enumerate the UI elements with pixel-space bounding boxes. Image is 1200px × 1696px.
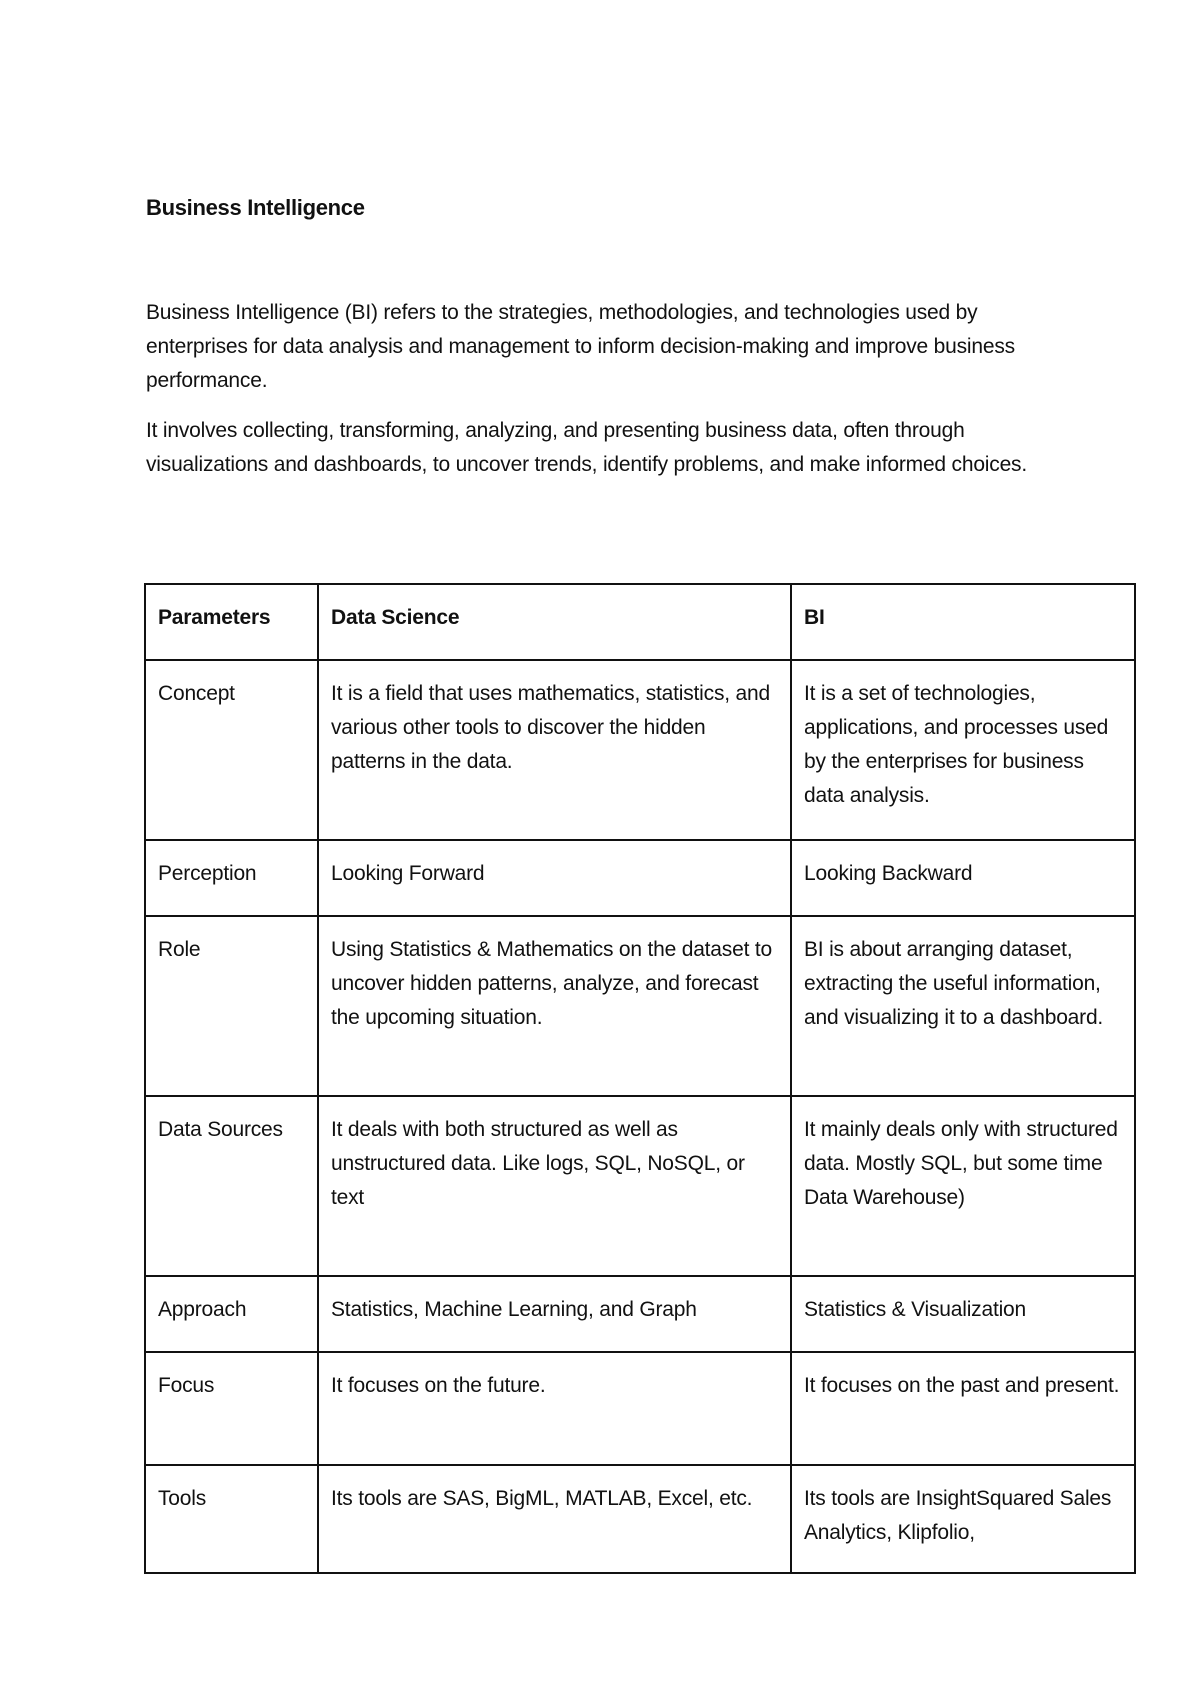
table-row — [145, 1465, 1135, 1573]
row-parameter-cell: Role — [145, 916, 318, 1096]
table-row — [145, 916, 1135, 1096]
header-parameters: Parameters — [145, 584, 318, 660]
row-data-science-cell: Its tools are SAS, BigML, MATLAB, Excel, etc. — [318, 1465, 791, 1573]
table-row — [145, 1096, 1135, 1276]
header-bi: BI — [791, 584, 1135, 660]
details-paragraph: It involves collecting, transforming, analyzing, and presenting business data, often through visualizations and dashboards, to uncover trends, identify problems, and make informed choices. — [146, 419, 1027, 476]
table-row — [145, 1276, 1135, 1352]
row-bi-cell: It focuses on the past and present. — [791, 1352, 1135, 1465]
row-bi-cell: It mainly deals only with structured data. Mostly SQL, but some time Data Warehouse) — [791, 1096, 1135, 1276]
row-data-science-cell: It focuses on the future. — [318, 1352, 791, 1465]
table-row — [145, 1352, 1135, 1465]
row-bi-cell: Statistics & Visualization — [791, 1276, 1135, 1352]
row-parameter-cell: Approach — [145, 1276, 318, 1352]
comparison-table — [144, 583, 1136, 1574]
row-data-science-cell: It deals with both structured as well as unstructured data. Like logs, SQL, NoSQL, or text — [318, 1096, 791, 1276]
row-parameter-cell: Perception — [145, 840, 318, 916]
row-parameter-cell: Data Sources — [145, 1096, 318, 1276]
table-row — [145, 840, 1135, 916]
header-data-science: Data Science — [318, 584, 791, 660]
row-data-science-cell: Using Statistics & Mathematics on the dataset to uncover hidden patterns, analyze, and forecast the upcoming situation. — [318, 916, 791, 1096]
row-parameter-cell: Focus — [145, 1352, 318, 1465]
table-header-row — [145, 584, 1135, 660]
row-data-science-cell: Statistics, Machine Learning, and Graph — [318, 1276, 791, 1352]
table-row — [145, 660, 1135, 840]
row-bi-cell: Its tools are InsightSquared Sales Analytics, Klipfolio, — [791, 1465, 1135, 1573]
row-bi-cell: Looking Backward — [791, 840, 1135, 916]
row-data-science-cell: Looking Forward — [318, 840, 791, 916]
document-title: Business Intelligence — [146, 195, 365, 220]
row-bi-cell: BI is about arranging dataset, extracting the useful information, and visualizing it to a dashboard. — [791, 916, 1135, 1096]
row-bi-cell: It is a set of technologies, applications, and processes used by the enterprises for business data analysis. — [791, 660, 1135, 840]
row-parameter-cell: Concept — [145, 660, 318, 840]
intro-paragraph: Business Intelligence (BI) refers to the strategies, methodologies, and technologies used by enterprises for data analysis and management to inform decision-making and improve business performance. — [146, 301, 1015, 392]
row-parameter-cell: Tools — [145, 1465, 318, 1573]
row-data-science-cell: It is a field that uses mathematics, statistics, and various other tools to discover the hidden patterns in the data. — [318, 660, 791, 840]
